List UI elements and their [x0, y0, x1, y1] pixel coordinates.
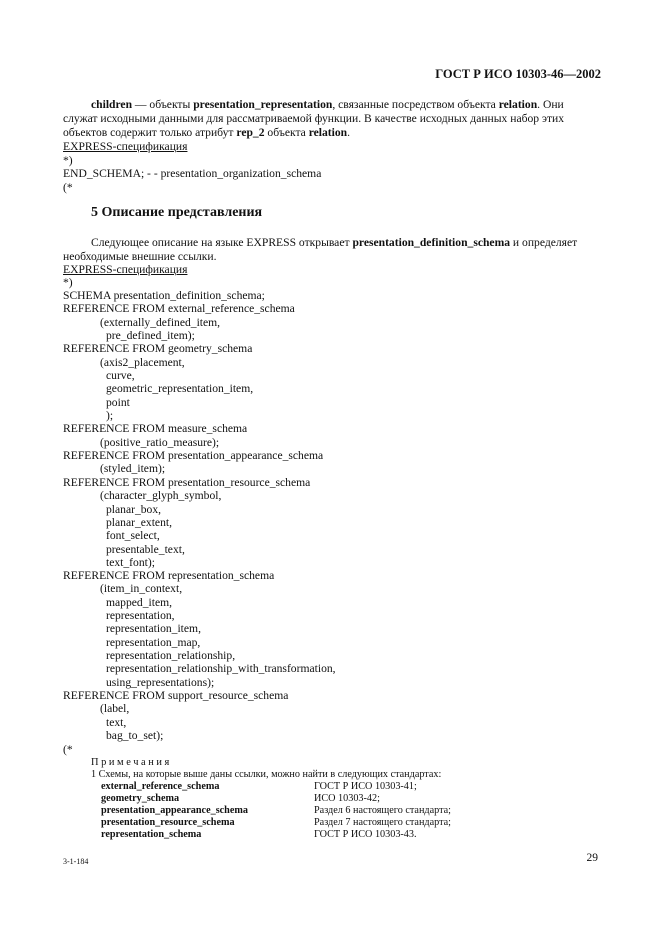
text: Следующее описание на языке EXPRESS открывает [91, 236, 353, 249]
code-line: using_representations); [106, 676, 215, 689]
code-line: ); [106, 409, 114, 422]
note-schema: presentation_resource_schema [101, 817, 235, 828]
code-line: REFERENCE FROM representation_schema [63, 569, 275, 582]
code-line: SCHEMA presentation_definition_schema; [63, 289, 265, 302]
code-line: curve, [106, 369, 135, 382]
code-line: REFERENCE FROM presentation_appearance_schema [63, 449, 324, 462]
notes-title: Примечания [91, 757, 172, 768]
notes-intro: 1 Схемы, на которые выше даны ссылки, можно найти в следующих стандартах: [91, 769, 442, 780]
express-spec-label-2: EXPRESS-спецификация [63, 263, 188, 276]
text: и определяет [510, 236, 578, 249]
code-line: planar_extent, [106, 516, 172, 529]
text: объекта [264, 126, 309, 139]
end-schema-line: END_SCHEMA; - - presentation_organization_schema [63, 167, 322, 180]
note-schema: presentation_appearance_schema [101, 805, 248, 816]
code-line: representation, [106, 609, 175, 622]
term-rep-2: rep_2 [236, 126, 265, 139]
term-presentation-representation: presentation_representation [193, 98, 333, 111]
code-line: pre_defined_item); [106, 329, 195, 342]
code-line: (positive_ratio_measure); [100, 436, 220, 449]
code-line: point [106, 396, 130, 409]
term-relation: relation [498, 98, 538, 111]
text: . [347, 126, 351, 139]
text: , связанные посредством объекта [332, 98, 499, 111]
intro-line-2: служат исходными данными для рассматриваемой функции. В качестве исходных данных набор этих [63, 112, 565, 125]
code-line: REFERENCE FROM presentation_resource_schema [63, 476, 311, 489]
text: — объекты [132, 98, 194, 111]
code-line: representation_item, [106, 622, 201, 635]
section-heading: 5 Описание представления [91, 205, 263, 220]
code-line: text_font); [106, 556, 155, 569]
intro-line-1 [91, 98, 564, 112]
code-line: mapped_item, [106, 596, 173, 609]
code-line: bag_to_set); [106, 729, 164, 742]
code-line: representation_relationship, [106, 649, 236, 662]
code-line: presentable_text, [106, 543, 185, 556]
page-number: 29 [586, 852, 598, 864]
note-ref: Раздел 6 настоящего стандарта; [314, 805, 451, 816]
note-ref: ИСО 10303-42; [314, 793, 380, 804]
code-line: (label, [100, 702, 130, 715]
code-line: REFERENCE FROM measure_schema [63, 422, 248, 435]
code-line: text, [106, 716, 127, 729]
term-presentation-definition-schema: presentation_definition_schema [352, 236, 511, 249]
note-schema: representation_schema [101, 829, 202, 840]
code-line: geometric_representation_item, [106, 382, 254, 395]
code-line: REFERENCE FROM geometry_schema [63, 342, 253, 355]
spec-open-1: *) [63, 154, 73, 167]
code-line: planar_box, [106, 503, 162, 516]
code-line: REFERENCE FROM external_reference_schema [63, 302, 295, 315]
spec-close-1: (* [63, 181, 73, 194]
code-line: REFERENCE FROM support_resource_schema [63, 689, 289, 702]
term-relation: relation [308, 126, 348, 139]
note-schema: external_reference_schema [101, 781, 220, 792]
code-line: (externally_defined_item, [100, 316, 221, 329]
text: . Они [537, 98, 564, 111]
term-children: children [91, 98, 133, 111]
para-line-1 [91, 236, 577, 250]
code-line: (item_in_context, [100, 582, 183, 595]
note-ref: ГОСТ Р ИСО 10303-43. [314, 829, 417, 840]
code-line: representation_map, [106, 636, 201, 649]
note-ref: ГОСТ Р ИСО 10303-41; [314, 781, 417, 792]
express-spec-label-1: EXPRESS-спецификация [63, 140, 188, 153]
code-line: (styled_item); [100, 462, 166, 475]
code-line: (axis2_placement, [100, 356, 185, 369]
spec-open-2: *) [63, 276, 73, 289]
text: объектов содержит только атрибут [63, 126, 237, 139]
note-ref: Раздел 7 настоящего стандарта; [314, 817, 451, 828]
spec-close-2: (* [63, 743, 73, 756]
para-line-2: необходимые внешние ссылки. [63, 250, 217, 263]
running-header: ГОСТ Р ИСО 10303-46—2002 [435, 67, 601, 81]
note-schema: geometry_schema [101, 793, 180, 804]
print-code: 3-1-184 [63, 857, 89, 866]
code-line: font_select, [106, 529, 160, 542]
code-line: (character_glyph_symbol, [100, 489, 222, 502]
intro-line-3 [63, 126, 350, 140]
code-line: representation_relationship_with_transformation, [106, 662, 336, 675]
